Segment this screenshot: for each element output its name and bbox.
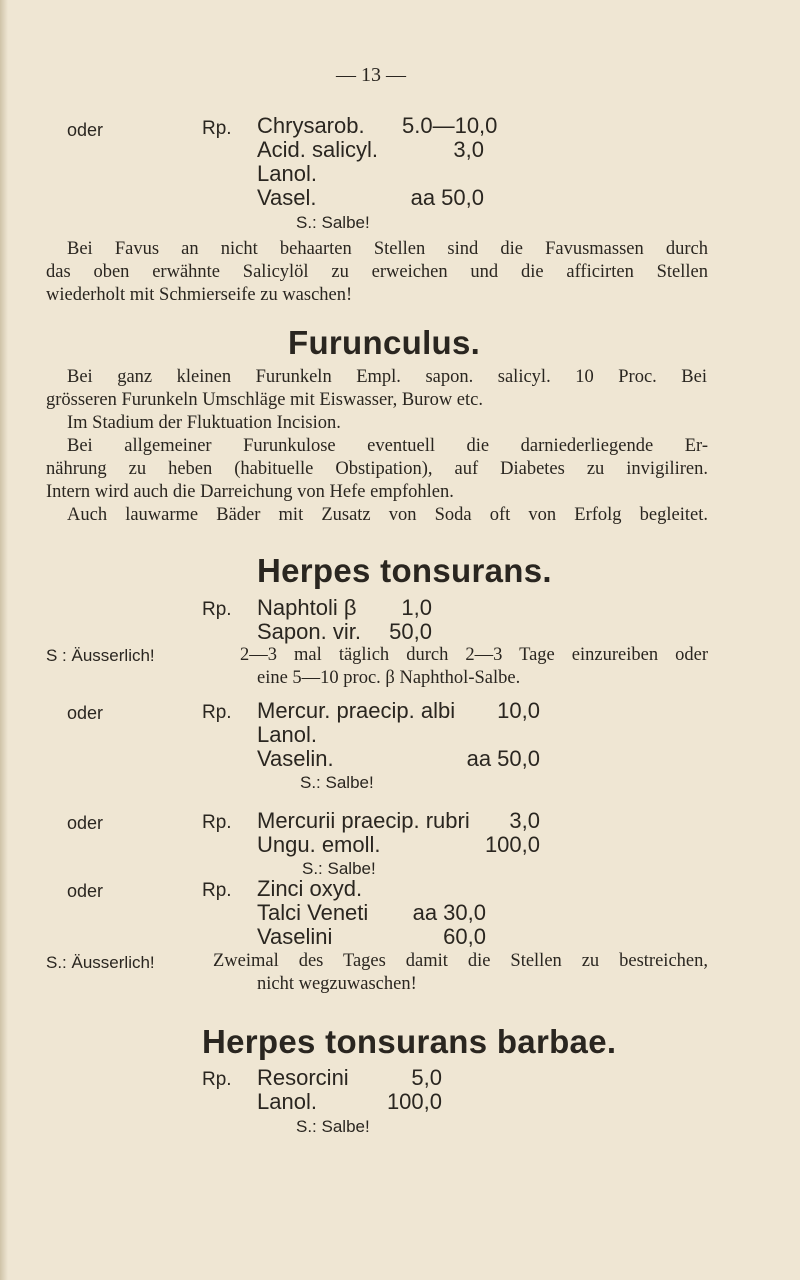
oder-label: oder	[67, 813, 104, 833]
recipe-ingredient: Lanol.	[257, 161, 317, 186]
signa: S.: Salbe!	[302, 859, 376, 878]
rp-label: Rp.	[202, 118, 232, 139]
paragraph-line: das oben erwähnte Salicylöl zu erweichen und die afficirten Stellen	[46, 262, 708, 282]
signa-label: S.: Äusserlich!	[46, 953, 155, 972]
recipe-ingredient: Vaselin.	[257, 746, 334, 771]
page-edge-shadow	[0, 0, 8, 1280]
recipe-ingredient: Zinci oxyd.	[257, 876, 363, 901]
recipe-amount: 100,0	[386, 1089, 442, 1114]
signa-text: nicht wegzuwaschen!	[257, 974, 417, 994]
section-heading: Herpes tonsurans barbae.	[202, 1023, 617, 1060]
rp-label: Rp.	[202, 812, 232, 833]
paragraph-line: Im Stadium der Fluktuation Incision.	[67, 413, 341, 433]
signa-label: S : Äusserlich!	[46, 646, 155, 665]
recipe-ingredient: Lanol.	[257, 1089, 317, 1114]
paragraph-line: nährung zu heben (habituelle Obstipation), auf Diabetes zu invigiliren.	[46, 459, 708, 479]
recipe-amount: aa 50,0	[410, 185, 484, 210]
paragraph-line: Bei allgemeiner Furunkulose eventuell die darniederliegende Er-	[67, 436, 708, 456]
recipe-ingredient: Sapon. vir.	[257, 619, 361, 644]
recipe-ingredient: Talci Veneti	[257, 900, 369, 925]
recipe-amount: aa 30,0	[412, 900, 486, 925]
rp-label: Rp.	[202, 702, 232, 723]
recipe-ingredient: Lanol.	[257, 722, 317, 747]
recipe-amount: 50,0	[389, 619, 432, 644]
recipe-ingredient: Acid. salicyl.	[257, 137, 379, 162]
rp-label: Rp.	[202, 880, 232, 901]
recipe-ingredient: Mercurii praecip. rubri	[257, 808, 470, 833]
paragraph-line: Bei Favus an nicht behaarten Stellen sind die Favusmassen durch	[67, 239, 708, 259]
recipe-amount: 5,0	[411, 1065, 442, 1090]
paragraph-line: Intern wird auch die Darreichung von Hefe empfohlen.	[46, 482, 454, 502]
recipe-amount: 10,0	[497, 698, 540, 723]
oder-label: oder	[67, 120, 104, 140]
rp-label: Rp.	[202, 599, 232, 620]
signa: S.: Salbe!	[300, 773, 374, 792]
signa-text: Zweimal des Tages damit die Stellen zu bestreichen,	[213, 951, 708, 971]
recipe-ingredient: Vaselini	[257, 924, 333, 949]
signa: S.: Salbe!	[296, 213, 370, 232]
rp-label: Rp.	[202, 1069, 232, 1090]
signa-text: 2—3 mal täglich durch 2—3 Tage einzureiben oder	[240, 645, 708, 665]
recipe-ingredient: Vasel.	[257, 185, 317, 210]
recipe-amount: 100,0	[484, 832, 540, 857]
page-number: — 13 —	[336, 64, 406, 86]
signa-text: eine 5—10 proc. β Naphthol-Salbe.	[257, 668, 521, 688]
recipe-amount: 3,0	[509, 808, 540, 833]
oder-label: oder	[67, 703, 104, 723]
paragraph-line: wiederholt mit Schmierseife zu waschen!	[46, 285, 353, 305]
recipe-ingredient: Mercur. praecip. albi	[257, 698, 456, 723]
paragraph-line: Bei ganz kleinen Furunkeln Empl. sapon. salicyl. 10 Proc. Bei	[67, 367, 707, 387]
oder-label: oder	[67, 881, 104, 901]
recipe-amount: 3,0	[453, 137, 484, 162]
recipe-amount: 1,0	[401, 595, 432, 620]
recipe-amount: 60,0	[443, 924, 486, 949]
recipe-ingredient: Chrysarob.	[257, 113, 365, 138]
paragraph-line: grösseren Furunkeln Umschläge mit Eiswasser, Burow etc.	[46, 390, 483, 410]
recipe-amount: aa 50,0	[466, 746, 540, 771]
recipe-ingredient: Ungu. emoll.	[257, 832, 381, 857]
signa: S.: Salbe!	[296, 1117, 370, 1136]
recipe-amount: 5.0—10,0	[402, 113, 498, 138]
section-heading: Herpes tonsurans.	[257, 552, 552, 589]
section-heading: Furunculus.	[288, 324, 481, 361]
paragraph-line: Auch lauwarme Bäder mit Zusatz von Soda oft von Erfolg begleitet.	[67, 505, 708, 525]
recipe-ingredient: Naphtoli β	[257, 595, 357, 620]
recipe-ingredient: Resorcini	[257, 1065, 349, 1090]
